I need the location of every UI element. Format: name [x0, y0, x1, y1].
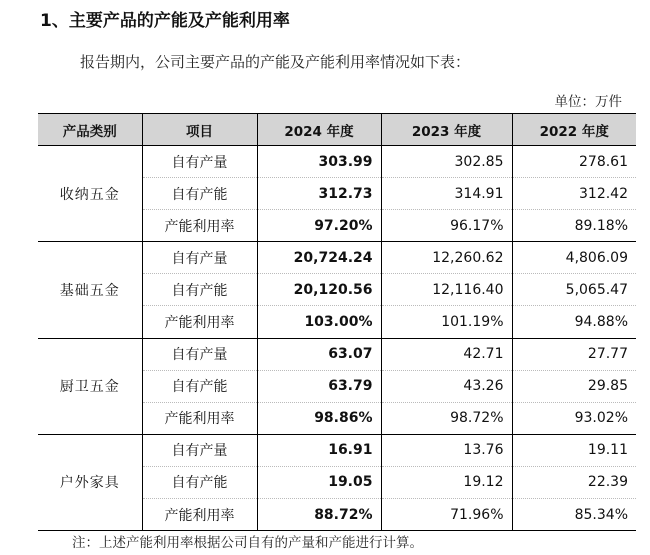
table-note: 注：上述产能利用率根据公司自有的产量和产能进行计算。: [72, 535, 423, 551]
item-cell: 自有产能: [142, 370, 257, 402]
value-2023-cell: 12,260.62: [381, 242, 512, 274]
item-cell: 自有产能: [142, 466, 257, 498]
item-cell: 自有产能: [142, 274, 257, 306]
value-2022-cell: 27.77: [512, 338, 636, 370]
value-2023-cell: 302.85: [381, 146, 512, 178]
value-2024-cell: 19.05: [257, 466, 381, 498]
item-cell: 自有产量: [142, 338, 257, 370]
value-2024-cell: 63.79: [257, 370, 381, 402]
header-category: 产品类别: [38, 114, 142, 146]
intro-paragraph: 报告期内，公司主要产品的产能及产能利用率情况如下表：: [80, 53, 471, 71]
table-body: [38, 146, 636, 531]
value-2024-cell: 88.72%: [257, 499, 381, 531]
value-2023-cell: 314.91: [381, 178, 512, 210]
value-2022-cell: 19.11: [512, 434, 636, 466]
table-row: [38, 146, 636, 178]
value-2024-cell: 103.00%: [257, 306, 381, 338]
value-2022-cell: 278.61: [512, 146, 636, 178]
category-cell: 厨卫五金: [38, 338, 142, 434]
category-cell: 户外家具: [38, 434, 142, 530]
value-2024-cell: 63.07: [257, 338, 381, 370]
item-cell: 产能利用率: [142, 499, 257, 531]
table-row: [38, 434, 636, 466]
value-2024-cell: 303.99: [257, 146, 381, 178]
category-cell: 基础五金: [38, 242, 142, 338]
value-2022-cell: 4,806.09: [512, 242, 636, 274]
item-cell: 产能利用率: [142, 306, 257, 338]
value-2023-cell: 71.96%: [381, 499, 512, 531]
item-cell: 自有产量: [142, 242, 257, 274]
table-row: [38, 242, 636, 274]
category-cell: 收纳五金: [38, 146, 142, 242]
value-2022-cell: 5,065.47: [512, 274, 636, 306]
item-cell: 自有产量: [142, 434, 257, 466]
value-2023-cell: 98.72%: [381, 402, 512, 434]
header-2022: 2022 年度: [512, 114, 636, 146]
value-2022-cell: 22.39: [512, 466, 636, 498]
value-2024-cell: 20,120.56: [257, 274, 381, 306]
value-2024-cell: 97.20%: [257, 210, 381, 242]
header-2024: 2024 年度: [257, 114, 381, 146]
table-row: [38, 338, 636, 370]
item-cell: 产能利用率: [142, 402, 257, 434]
header-2023: 2023 年度: [381, 114, 512, 146]
header-row: [38, 114, 636, 146]
value-2022-cell: 29.85: [512, 370, 636, 402]
value-2023-cell: 96.17%: [381, 210, 512, 242]
table-header: [38, 114, 636, 146]
value-2023-cell: 13.76: [381, 434, 512, 466]
value-2024-cell: 16.91: [257, 434, 381, 466]
value-2023-cell: 101.19%: [381, 306, 512, 338]
header-item: 项目: [142, 114, 257, 146]
value-2022-cell: 85.34%: [512, 499, 636, 531]
section-heading: 1、主要产品的产能及产能利用率: [40, 11, 290, 31]
value-2023-cell: 19.12: [381, 466, 512, 498]
value-2022-cell: 94.88%: [512, 306, 636, 338]
value-2023-cell: 12,116.40: [381, 274, 512, 306]
value-2024-cell: 20,724.24: [257, 242, 381, 274]
value-2024-cell: 312.73: [257, 178, 381, 210]
unit-label: 单位：万件: [554, 94, 622, 110]
item-cell: 自有产能: [142, 178, 257, 210]
value-2022-cell: 89.18%: [512, 210, 636, 242]
value-2024-cell: 98.86%: [257, 402, 381, 434]
item-cell: 产能利用率: [142, 210, 257, 242]
value-2023-cell: 42.71: [381, 338, 512, 370]
value-2023-cell: 43.26: [381, 370, 512, 402]
item-cell: 自有产量: [142, 146, 257, 178]
value-2022-cell: 93.02%: [512, 402, 636, 434]
value-2022-cell: 312.42: [512, 178, 636, 210]
capacity-table: [38, 113, 636, 531]
